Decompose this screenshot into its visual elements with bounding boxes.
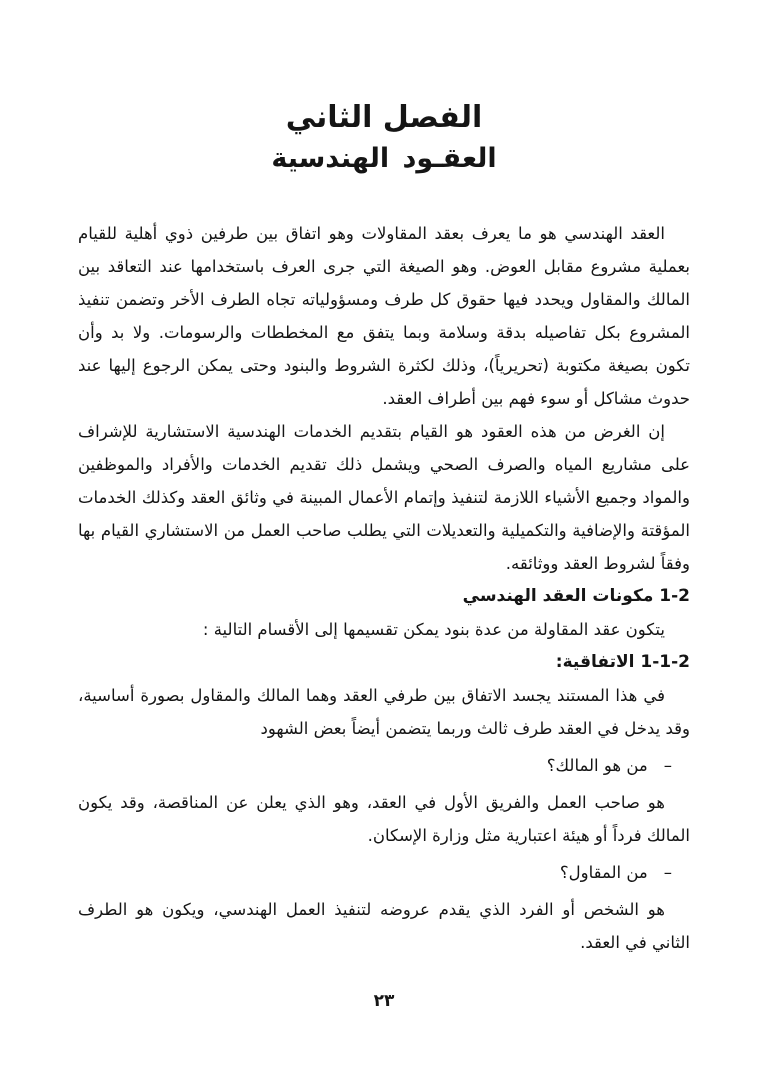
bullet-item (78, 749, 690, 782)
chapter-title: الفصل الثاني (285, 100, 483, 135)
bullet-text: من هو المالك؟ (546, 756, 648, 776)
page-number: ٢٣ (373, 991, 395, 1011)
bullet-dash-icon: – (663, 863, 672, 883)
chapter-subtitle: العقـود الهندسية (271, 142, 497, 174)
paragraph: العقد الهندسي هو ما يعرف بعقد المقاولات وهو اتفاق بين طرفين ذوي أهلية للقيام بعملية مشروع مقابل العوض. وهو الصيغة التي جرى العرف باستخدامها عند التعاقد بين المالك والمقاول ويحدد فيها حقوق كل طرف ومسؤولياته تجاه الطرف الأخر وتضمن تنفيذ المشروع بكل تفاصيله بدقة وسلامة وبما يتفق مع المخططات والرسومات. ولا بد وأن تكون بصيغة مكتوبة (تحريرياً)، وذلك لكثرة الشروط والبنود وحتى يمكن الرجوع إليها عند حدوث مشاكل أو سوء فهم بين أطراف العقد. (78, 224, 690, 409)
paragraph: هو الشخص أو الفرد الذي يقدم عروضه لتنفيذ العمل الهندسي، ويكون هو الطرف الثاني في العقد. (78, 900, 690, 953)
paragraph: في هذا المستند يجسد الاتفاق بين طرفي العقد وهما المالك والمقاول بصورة أساسية، وقد يدخل في العقد طرف ثالث وربما يتضمن أيضاً بعض الشهود (78, 686, 690, 739)
bullet-text: من المقاول؟ (559, 863, 648, 883)
paragraph: هو صاحب العمل والفريق الأول في العقد، وهو الذي يعلن عن المناقصة، وقد يكون المالك فرداً أو هيئة اعتبارية مثل وزارة الإسكان. (78, 793, 690, 846)
paragraph: إن الغرض من هذه العقود هو القيام بتقديم الخدمات الهندسية الاستشارية للإشراف على مشاريع المياه والصرف الصحي ويشمل ذلك تقديم الخدمات والأفراد والموظفين والمواد وجميع الأشياء اللازمة لتنفيذ وإتمام الأعمال المبينة في وثائق العقد وكذلك الخدمات المؤقتة والإضافية والتكميلية والتعديلات التي يطلب صاحب العمل من الاستشاري القيام بها وفقاً لشروط العقد ووثائقه. (78, 422, 690, 574)
body-text (78, 217, 690, 959)
paragraph: يتكون عقد المقاولة من عدة بنود يمكن تقسيمها إلى الأقسام التالية : (202, 620, 665, 640)
bullet-item (78, 856, 690, 889)
section-heading: 1-1-2 الاتفاقية: (555, 652, 690, 673)
title-block (78, 96, 690, 177)
section-heading: 1-2 مكونات العقد الهندسي (462, 586, 690, 607)
bullet-dash-icon: – (663, 756, 672, 776)
